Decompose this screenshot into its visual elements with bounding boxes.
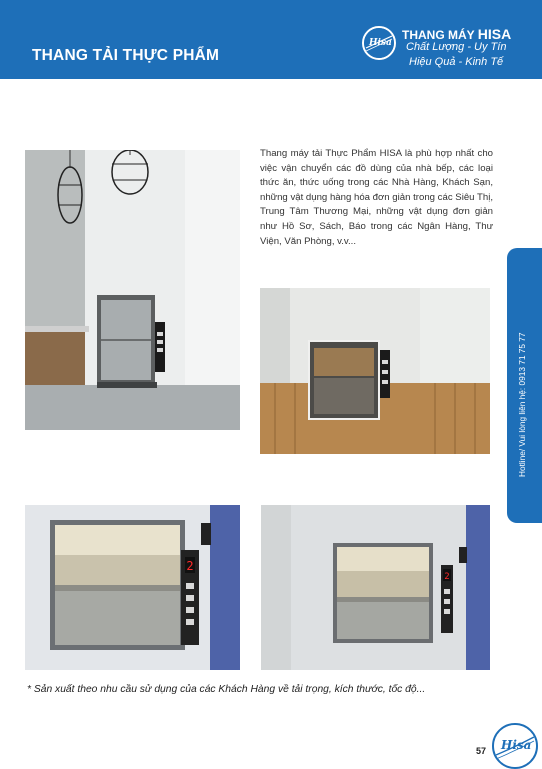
tagline-1: Chất Lượng - Uy Tín <box>406 41 507 53</box>
photo-kitchen-dumbwaiter <box>25 150 240 430</box>
page-number: 57 <box>476 746 487 756</box>
page-title: THANG TẢI THỰC PHẨM <box>32 47 220 64</box>
product-description: Thang máy tải Thực Phẩm HISA là phù hợp nhất cho việc vận chuyển các đồ dùng của nhà bếp, các loại thức ăn, thức uống trong các Nhà Hàng, Khách Sạn, những vật dụng hàng hóa đơn giản trong các Siêu Thị, Trung Tâm Thương Mại, những vật dụng đơn giản như Hồ Sơ, Sách, Báo trong các Ngân Hàng, Thư Viện, Văn Phòng, v.v... <box>260 148 493 247</box>
footer-hisa-logo-icon <box>492 723 538 769</box>
brand-line <box>402 26 511 42</box>
brand-prefix: THANG MÁY <box>402 28 475 42</box>
page-header <box>0 0 542 79</box>
hisa-logo-icon <box>362 26 396 60</box>
footnote: * Sản xuất theo nhu cầu sử dụng của các Khách Hàng về tải trọng, kích thước, tốc độ... <box>27 684 426 695</box>
tagline-2: Hiệu Quả - Kinh Tế <box>409 56 504 68</box>
photo-stainless-dumbwaiter-1 <box>25 505 240 670</box>
floor-display-digit: 2 <box>186 559 194 573</box>
svg-text:Hisa: Hisa <box>501 738 532 752</box>
photo-wood-panel-dumbwaiter <box>260 288 490 454</box>
hotline-text: Hotline/ Vui lòng liên hệ: 0913 71 75 77 <box>517 332 527 477</box>
svg-text:Hisa: Hisa <box>369 38 392 48</box>
photo-stainless-dumbwaiter-2 <box>261 505 490 670</box>
brand-name: HISA <box>477 26 512 42</box>
floor-display-digit: 2 <box>444 572 450 582</box>
